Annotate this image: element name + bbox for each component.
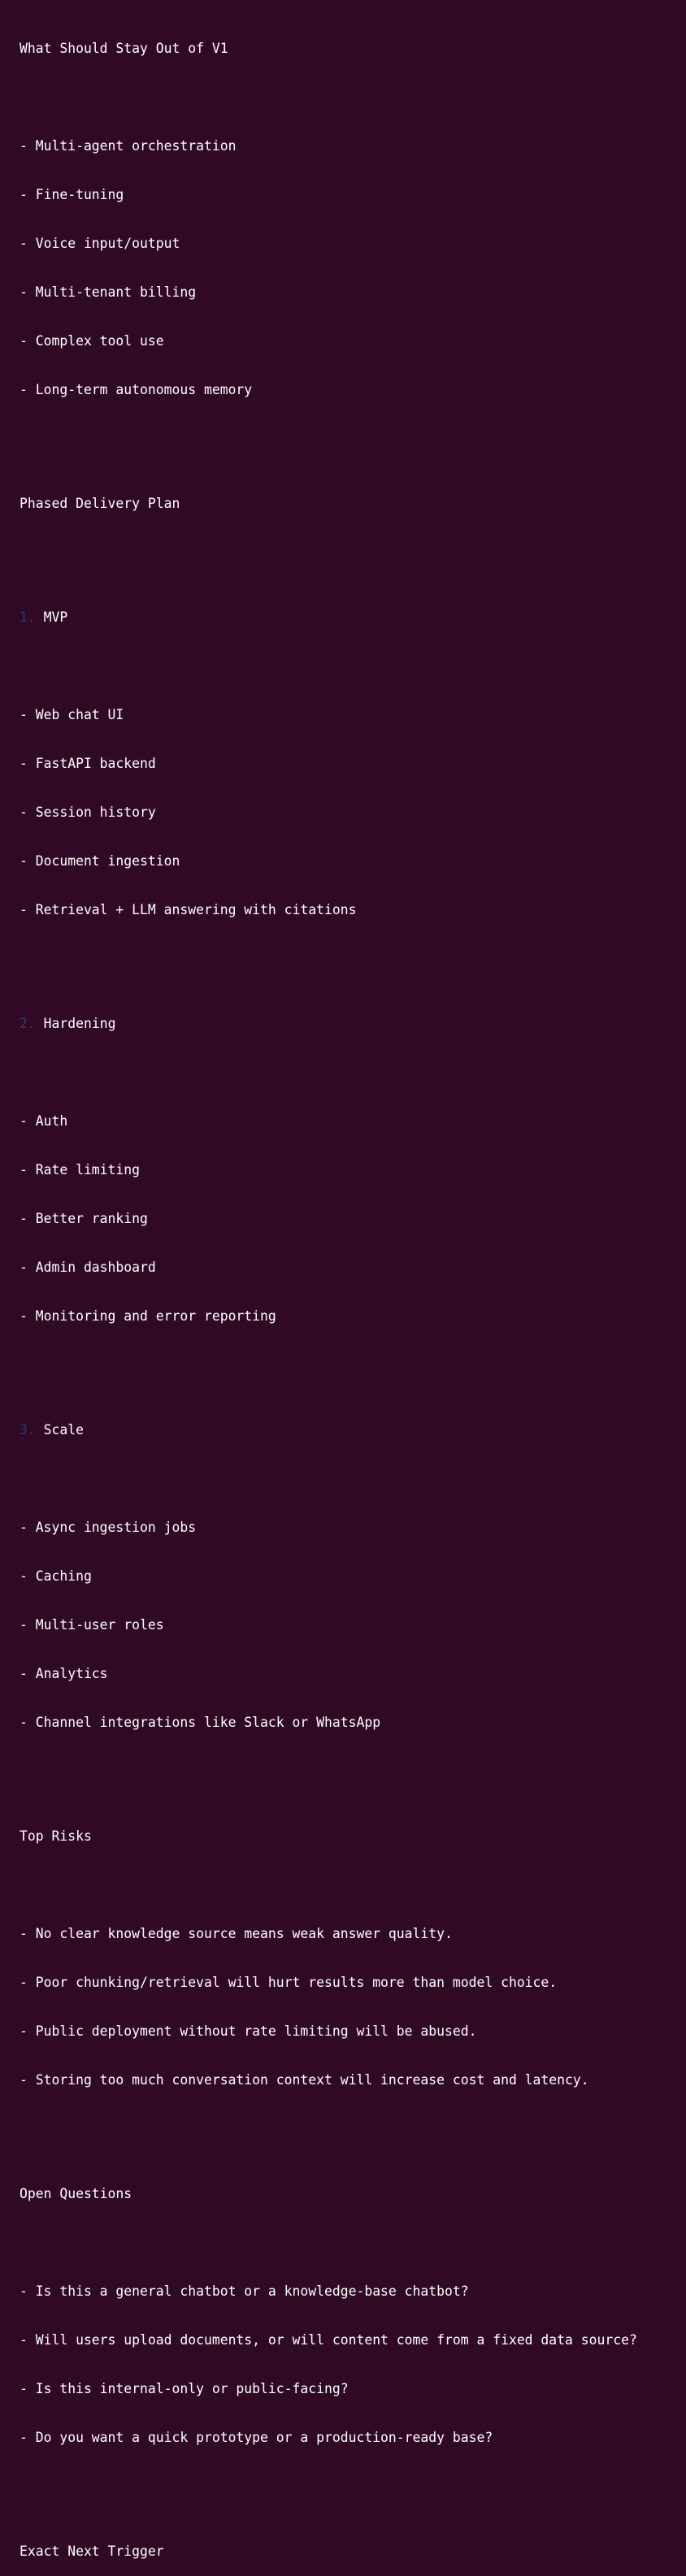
phase-number: 2. (20, 1016, 36, 1031)
section-heading-phased-plan: Phased Delivery Plan (20, 496, 180, 511)
list-item: - Storing too much conversation context will increase cost and latency. (20, 2072, 589, 2088)
list-item: - Channel integrations like Slack or WhatsApp (20, 1715, 381, 1730)
list-item: - Monitoring and error reporting (20, 1308, 276, 1324)
blank-line (20, 2121, 686, 2137)
list-item: - Will users upload documents, or will content come from a fixed data source? (20, 2332, 637, 2348)
list-item: - Long-term autonomous memory (20, 382, 253, 397)
list-item: - FastAPI backend (20, 756, 156, 771)
blank-line (20, 544, 686, 561)
blank-line (20, 1471, 686, 1487)
section-heading-open-questions: Open Questions (20, 2186, 132, 2201)
list-item: - Session history (20, 804, 156, 820)
list-item: - Is this internal-only or public-facing? (20, 2381, 349, 2396)
list-item: - Analytics (20, 1666, 108, 1681)
list-item: - Multi-user roles (20, 1617, 164, 1633)
phase-title: Hardening (43, 1016, 116, 1031)
list-item: - Document ingestion (20, 853, 180, 869)
list-item: - Rate limiting (20, 1162, 141, 1177)
list-item: - Caching (20, 1568, 92, 1584)
section-heading-out-of-v1: What Should Stay Out of V1 (20, 41, 228, 56)
blank-line (20, 2235, 686, 2251)
phase-number: 1. (20, 609, 36, 625)
list-item: - No clear knowledge source means weak answer quality. (20, 1926, 453, 1941)
list-item: - Retrieval + LLM answering with citations (20, 902, 357, 917)
phase-title: MVP (43, 609, 68, 625)
list-item: - Poor chunking/retrieval will hurt results more than model choice. (20, 1975, 558, 1990)
list-item: - Multi-tenant billing (20, 284, 197, 300)
blank-line (20, 431, 686, 447)
phase-heading-3 (20, 1422, 686, 1438)
blank-line (20, 951, 686, 967)
list-item: - Voice input/output (20, 236, 180, 251)
blank-line (20, 1877, 686, 1893)
list-item: - Async ingestion jobs (20, 1520, 197, 1535)
phase-title: Scale (43, 1422, 84, 1438)
list-item: - Web chat UI (20, 707, 124, 722)
blank-line (20, 1763, 686, 1780)
list-item: - Complex tool use (20, 333, 164, 349)
list-item: - Fine-tuning (20, 187, 124, 202)
phase-heading-2 (20, 1016, 686, 1032)
section-heading-top-risks: Top Risks (20, 1828, 92, 1844)
blank-line (20, 1065, 686, 1081)
list-item: - Do you want a quick prototype or a production-ready base? (20, 2430, 493, 2445)
blank-line (20, 658, 686, 674)
list-item: - Admin dashboard (20, 1260, 156, 1275)
list-item: - Is this a general chatbot or a knowledge-base chatbot? (20, 2283, 469, 2299)
list-item: - Better ranking (20, 1211, 148, 1226)
section-heading-next-trigger: Exact Next Trigger (20, 2543, 164, 2559)
phase-number: 3. (20, 1422, 36, 1438)
list-item: - Auth (20, 1113, 68, 1129)
blank-line (20, 89, 686, 106)
blank-line (20, 1357, 686, 1373)
blank-line (20, 2478, 686, 2495)
phase-heading-1 (20, 609, 686, 626)
list-item: - Public deployment without rate limiting will be abused. (20, 2023, 477, 2039)
list-item: - Multi-agent orchestration (20, 138, 237, 154)
